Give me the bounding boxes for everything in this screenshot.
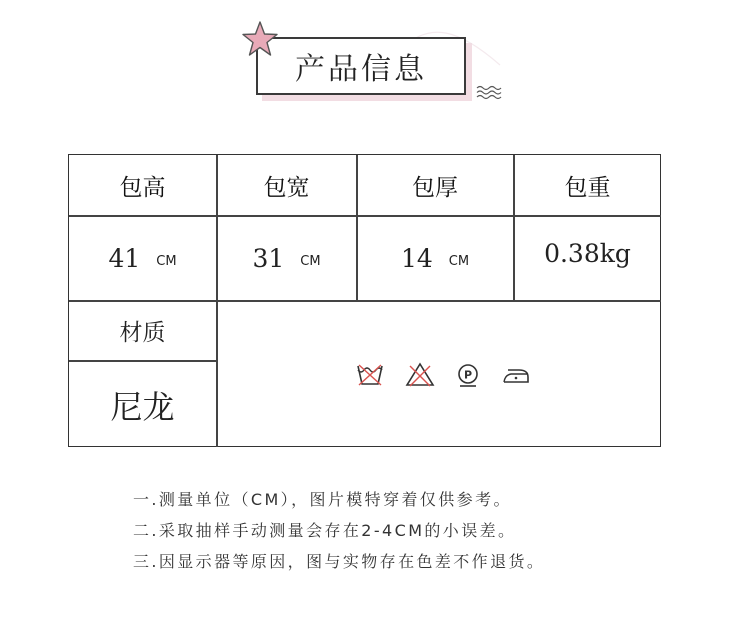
no-bleach-icon — [405, 362, 435, 388]
value-number: 0.38kg — [544, 238, 631, 268]
note-line: 三.因显示器等原因，图与实物存在色差不作退货。 — [133, 552, 546, 571]
header-thickness: 包厚 — [412, 174, 458, 201]
notes — [133, 484, 545, 577]
value-unit: CM — [448, 253, 470, 269]
spec-table — [68, 154, 661, 447]
iron-icon — [501, 362, 531, 388]
value-weight — [514, 211, 661, 295]
value-number: 31 — [252, 243, 285, 273]
page-title: 产品信息 — [256, 37, 466, 95]
value-thickness — [357, 216, 513, 300]
header-width: 包宽 — [263, 174, 310, 201]
no-wash-icon — [355, 362, 385, 388]
value-unit: CM — [156, 253, 177, 269]
note-line: 二.采取抽样手动测量会存在2-4CM的小误差。 — [133, 521, 517, 540]
header-height: 包高 — [119, 174, 166, 201]
star-icon — [240, 20, 280, 60]
svg-text:P: P — [463, 368, 473, 382]
value-height — [69, 216, 216, 300]
value-number: 14 — [400, 243, 433, 273]
value-number: 41 — [108, 243, 141, 273]
dry-clean-p-icon — [455, 362, 481, 388]
material-label: 材质 — [119, 320, 166, 346]
care-icons — [355, 360, 531, 390]
value-width — [217, 216, 356, 300]
note-line: 一.测量单位（CM），图片模特穿着仅供参考。 — [133, 490, 512, 509]
header-weight: 包重 — [564, 174, 611, 201]
material-value: 尼龙 — [110, 387, 175, 426]
waves-icon — [476, 84, 504, 100]
value-unit: CM — [300, 253, 321, 269]
